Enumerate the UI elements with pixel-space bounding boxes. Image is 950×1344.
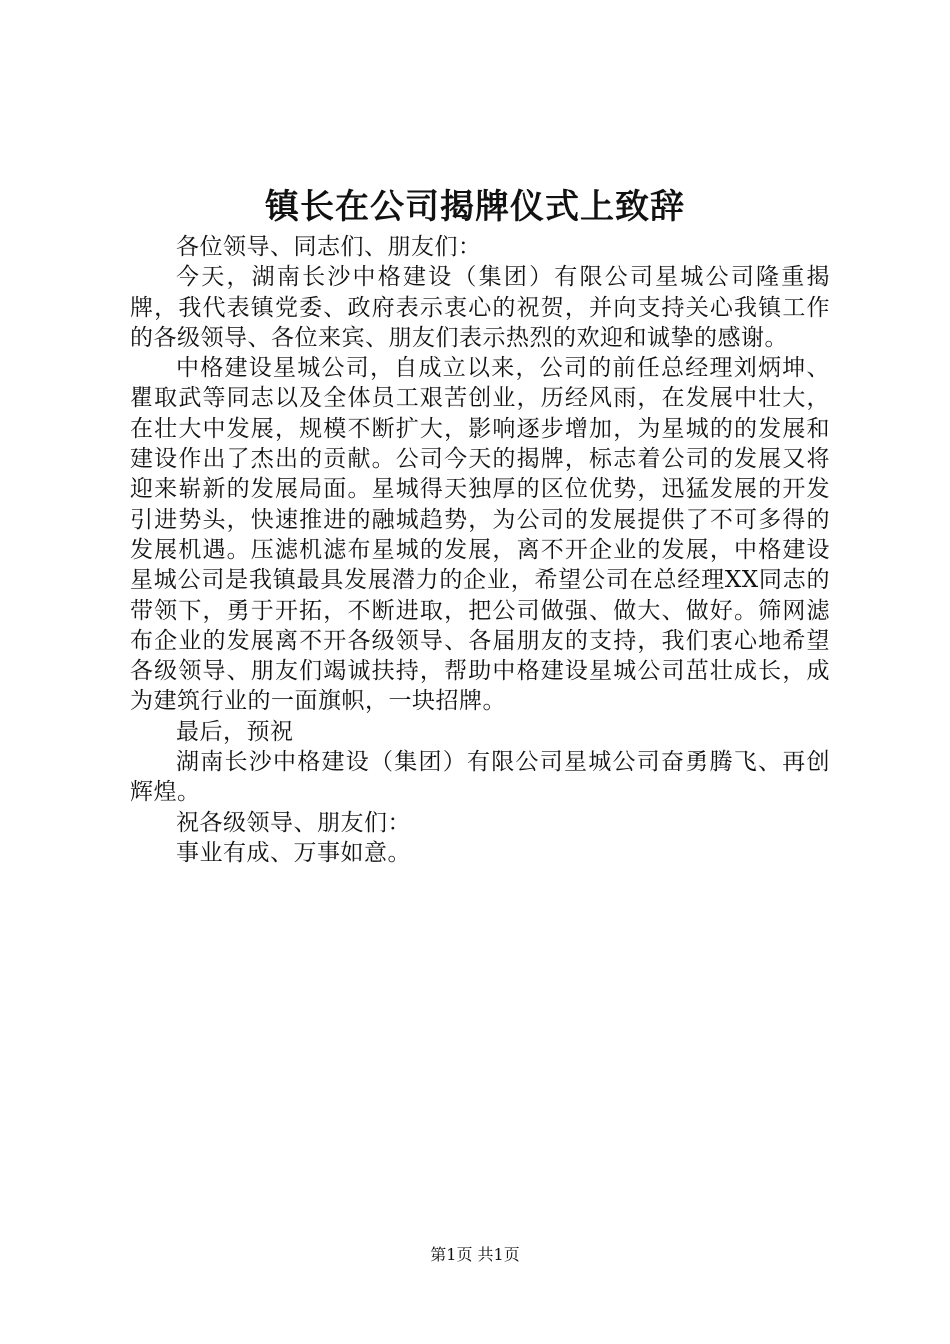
congratulation-paragraph: 今天，湖南长沙中格建设（集团）有限公司星城公司隆重揭牌，我代表镇党委、政府表示衷心的祝贺，并向支持关心我镇工作的各级领导、各位来宾、朋友们表示热烈的欢迎和诚挚的感谢。 <box>130 264 830 351</box>
page-number-footer: 第1页 共1页 <box>430 1245 520 1264</box>
document-body <box>130 232 830 868</box>
greeting-paragraph: 祝各级领导、朋友们： <box>176 809 411 836</box>
final-blessing-paragraph: 事业有成、万事如意。 <box>176 839 411 866</box>
closing-lead-paragraph: 最后，预祝 <box>176 718 294 745</box>
document-title: 镇长在公司揭牌仪式上致辞 <box>265 187 685 227</box>
company-history-paragraph: 中格建设星城公司，自成立以来，公司的前任总经理刘炳坤、瞿取武等同志以及全体员工艰苦创业，历经风雨，在发展中壮大，在壮大中发展，规模不断扩大，影响逐步增加，为星城的的发展和建设作出了杰出的贡献。公司今天的揭牌，标志着公司的发展又将迎来崭新的发展局面。星城得天独厚的区位优势，迅猛发展的开发引进势头，快速推进的融城趋势，为公司的发展提供了不可多得的发展机遇。压滤机滤布星城的发展，离不开企业的发展，中格建设星城公司是我镇最具发展潜力的企业，希望公司在总经理XX同志的带领下，勇于开拓，不断进取，把公司做强、做大、做好。筛网滤布企业的发展离不开各级领导、各届朋友的支持，我们衷心地希望各级领导、朋友们竭诚扶持，帮助中格建设星城公司茁壮成长，成为建筑行业的一面旗帜，一块招牌。 <box>130 355 830 715</box>
closing-wish-paragraph: 湖南长沙中格建设（集团）有限公司星城公司奋勇腾飞、再创辉煌。 <box>130 749 830 806</box>
salutation-paragraph: 各位领导、同志们、朋友们： <box>176 234 482 260</box>
